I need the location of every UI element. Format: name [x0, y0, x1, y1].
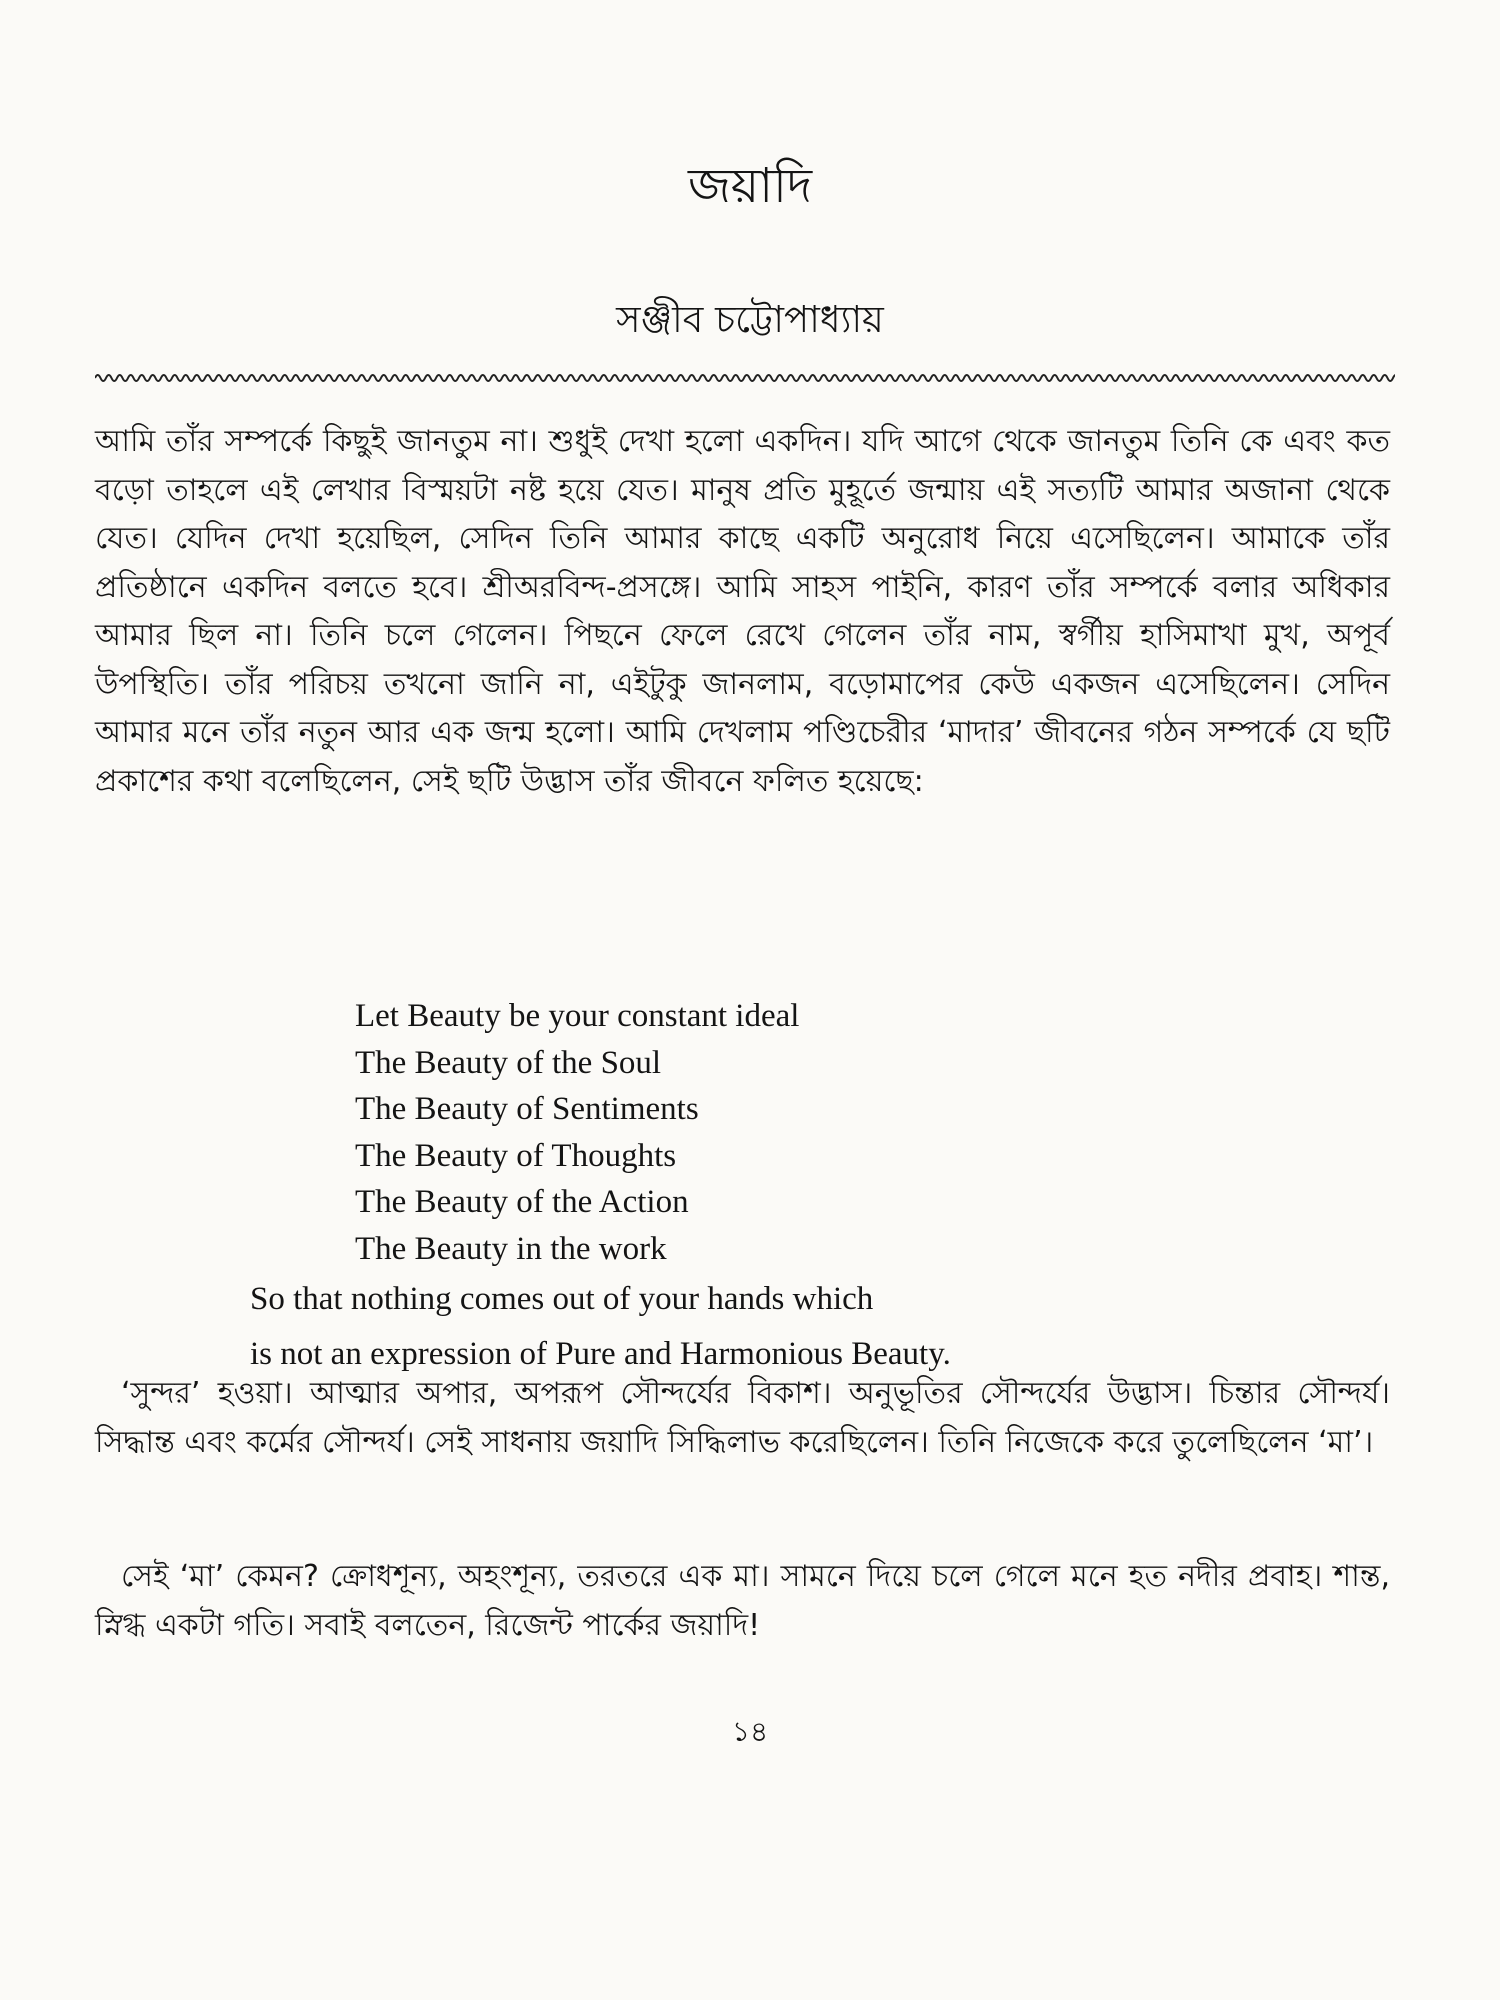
paragraph-2: ‘সুন্দর’ হওয়া। আত্মার অপার, অপরূপ সৌন্দর্যের বিকাশ। অনুভূতির সৌন্দর্যের উদ্ভাস। চিন্তার সৌন্দর্য। সিদ্ধান্ত এবং কর্মের সৌন্দর্য। সেই সাধনায় জয়াদি সিদ্ধিলাভ করেছিলেন। তিনি নিজেকে করে তুলেছিলেন ‘মা’।	[95, 1376, 1390, 1460]
page-number: ১৪	[731, 1715, 769, 1748]
poem-line: The Beauty of Sentiments	[355, 1091, 699, 1127]
poem-line: Let Beauty be your constant ideal	[355, 998, 800, 1034]
poem-closing-line: is not an expression of Pure and Harmonious Beauty.	[250, 1336, 951, 1372]
poem-line: The Beauty in the work	[355, 1230, 667, 1267]
poem-line: The Beauty of the Soul	[355, 1044, 662, 1081]
author-name: সঞ্জীব চট্টোপাধ্যায়	[616, 298, 884, 341]
poem-line: The Beauty of Thoughts	[355, 1137, 677, 1174]
chapter-title: জয়াদি	[687, 158, 813, 214]
paragraph-1: আমি তাঁর সম্পর্কে কিছুই জানতুম না। শুধুই দেখা হলো একদিন। যদি আগে থেকে জানতুম তিনি কে এবং কত বড়ো তাহলে এই লেখার বিস্ময়টা নষ্ট হয়ে যেত। মানুষ প্রতি মুহূর্তে জন্মায় এই সত্যটি আমার অজানা থেকে যেত। যেদিন দেখা হয়েছিল, সেদিন তিনি আমার কাছে একটি অনুরোধ নিয়ে এসেছিলেন। আমাকে তাঁর প্রতিষ্ঠানে একদিন বলতে হবে। শ্রীঅরবিন্দ-প্রসঙ্গে। আমি সাহস পাইনি, কারণ তাঁর সম্পর্কে বলার অধিকার আমার ছিল না। তিনি চলে গেলেন। পিছনে ফেলে রেখে গেলেন তাঁর নাম, স্বর্গীয় হাসিমাখা মুখ, অপূর্ব উপস্থিতি। তাঁর পরিচয় তখনো জানি না, এইটুকু জানলাম, বড়োমাপের কেউ একজন এসেছিলেন। সেদিন আমার মনে তাঁর নতুন আর এক জন্ম হলো। আমি দেখলাম পণ্ডিচেরীর ‘মাদার’ জীবনের গঠন সম্পর্কে যে ছটি প্রকাশের কথা বলেছিলেন, সেই ছটি উদ্ভাস তাঁর জীবনে ফলিত হয়েছে:	[95, 424, 1390, 799]
paragraph-3: সেই ‘মা’ কেমন? ক্রোধশূন্য, অহংশূন্য, তরতরে এক মা। সামনে দিয়ে চলে গেলে মনে হত নদীর প্রবাহ। শান্ত, স্নিগ্ধ একটা গতি। সবাই বলতেন, রিজেন্ট পার্কের জয়াদি!	[95, 1559, 1390, 1643]
wavy-divider	[95, 368, 1395, 388]
poem-closing	[250, 1272, 951, 1382]
poem-closing-line: So that nothing comes out of your hands which	[250, 1281, 874, 1317]
poem-line: The Beauty of the Action	[355, 1184, 689, 1220]
poem-block	[355, 993, 799, 1272]
